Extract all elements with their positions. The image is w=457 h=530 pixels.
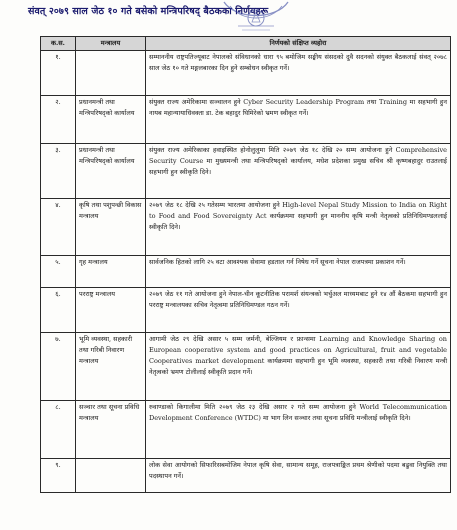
row-number: ५. xyxy=(41,256,76,288)
row-number: ३. xyxy=(41,144,76,199)
row-ministry: प्रधानमन्त्री तथा मन्त्रिपरिषद्को कार्यालय xyxy=(76,96,146,144)
column-header-ministry: मन्त्रालय xyxy=(76,37,146,51)
page-title: संवत् २०७९ साल जेठ १० गते बसेको मन्त्रिपरिषद् बैठकका निर्णयहरू xyxy=(28,6,269,17)
row-number: ७. xyxy=(41,333,76,401)
table-row xyxy=(41,199,451,256)
row-details: सार्वजनिक हितको लागि २५ वटा आवश्यक सेवामा हडताल गर्न निषेध गर्ने सूचना नेपाल राजपत्रमा प्रकाशन गर्ने। xyxy=(146,256,451,288)
row-details: सम्माननीय राष्ट्रपतिज्यूबाट नेपालको संविधानको धारा ९५ बमोजिम सङ्घीय संसदको दुवै सदनको संयुक्त बैठकलाई संवत् २०७८ साल जेठ १० गते मङ्गलबारका दिन हुने सम्बोधन स्वीकृत गर्ने। xyxy=(146,51,451,96)
row-ministry: प्रधानमन्त्री तथा मन्त्रिपरिषद्को कार्यालय xyxy=(76,144,146,199)
table-row xyxy=(41,288,451,333)
table-row xyxy=(41,256,451,288)
row-number: २. xyxy=(41,96,76,144)
row-details: संयुक्त राज्य अमेरिकाका हवाइस्थित होनोलुलुमा मिति २०७९ जेठ १८ देखि २० सम्म आयोजना हुने Comprehensive Security Course मा मुख्यमन्त्री तथा मन्त्रिपरिषद्को कार्यालय, मधेश प्रदेशका प्रमुख सचिव श्री कृष्णबहादुर राउतलाई सहभागी हुन स्वीकृति दिने। xyxy=(146,144,451,199)
decisions-table xyxy=(40,36,451,493)
row-number: ९. xyxy=(41,459,76,493)
row-details: २०७९ जेठ १८ देखि २५ गतेसम्म भारतमा आयोजना हुने High-level Nepal Study Mission to India on Right to Food and Food Sovereignty Act कार्यक्रममा सहभागी हुन माननीय कृषि मन्त्री नेतृत्वको प्रतिनिधिमण्डललाई स्वीकृति दिने। xyxy=(146,199,451,256)
row-details: रुवाण्डाको किगालीमा मिति २०७९ जेठ २३ देखि असार २ गते सम्म आयोजना हुने World Telecommunication Development Conference (WTDC) मा भाग लिन सञ्चार तथा सूचना प्रविधि मन्त्रीलाई स्वीकृति दिने। xyxy=(146,401,451,459)
column-header-serial: क.स. xyxy=(41,37,76,51)
row-ministry: गृह मन्त्रालय xyxy=(76,256,146,288)
row-ministry xyxy=(76,51,146,96)
row-number: ८. xyxy=(41,401,76,459)
row-details: लोक सेवा आयोगको सिफारिसबमोजिम नेपाल कृषि सेवा, सामान्य समूह, राजपत्राङ्कित प्रथम श्रेणीको पदमा बढुवा नियुक्ति तथा पदस्थापन गर्ने। xyxy=(146,459,451,493)
column-header-details: निर्णयको संक्षिप्त व्यहोरा xyxy=(146,37,451,51)
row-number: ६. xyxy=(41,288,76,333)
table-header-row xyxy=(41,37,451,51)
table-row xyxy=(41,401,451,459)
table-row xyxy=(41,333,451,401)
table-row xyxy=(41,144,451,199)
row-ministry xyxy=(76,459,146,493)
row-number: ४. xyxy=(41,199,76,256)
row-ministry: भूमि व्यवस्था, सहकारी तथा गरिबी निवारण मन्त्रालय xyxy=(76,333,146,401)
row-details: संयुक्त राज्य अमेरिकामा सञ्चालन हुने Cyber Security Leadership Program तथा Training मा सहभागी हुन नायब महान्यायाधिवक्ता डा. टेक बहादुर घिमिरेको भ्रमण स्वीकृत गर्ने। xyxy=(146,96,451,144)
row-details: आगामी जेठ २९ देखि असार ५ सम्म जर्मनी, बेल्जियम र फ्रान्समा Learning and Knowledge Sharing on European cooperative system and good practices on Agricultural, fruit and vegetable Cooperatives market development कार्यक्रममा सहभागी हुन भूमि व्यवस्था, सहकारी तथा गरिबी निवारण मन्त्री नेतृत्वको भ्रमण टोलीलाई स्वीकृति प्रदान गर्ने। xyxy=(146,333,451,401)
official-seal-icon xyxy=(216,0,296,36)
table-row xyxy=(41,96,451,144)
row-ministry: कृषि तथा पशुपन्छी विकास मन्त्रालय xyxy=(76,199,146,256)
row-number: १. xyxy=(41,51,76,96)
row-ministry: सञ्चार तथा सूचना प्रविधि मन्त्रालय xyxy=(76,401,146,459)
row-details: २०७९ जेठ ११ गते आयोजना हुने नेपाल-चीन कूटनीतिक परामर्श संयन्त्रको भर्चुअल माध्यमबाट हुने १४ औं बैठकमा सहभागी हुन परराष्ट्र मन्त्रालयका सचिव नेतृत्वमा प्रतिनिधिमण्डल गठन गर्ने। xyxy=(146,288,451,333)
table-row xyxy=(41,51,451,96)
row-ministry: परराष्ट्र मन्त्रालय xyxy=(76,288,146,333)
table-row xyxy=(41,459,451,493)
